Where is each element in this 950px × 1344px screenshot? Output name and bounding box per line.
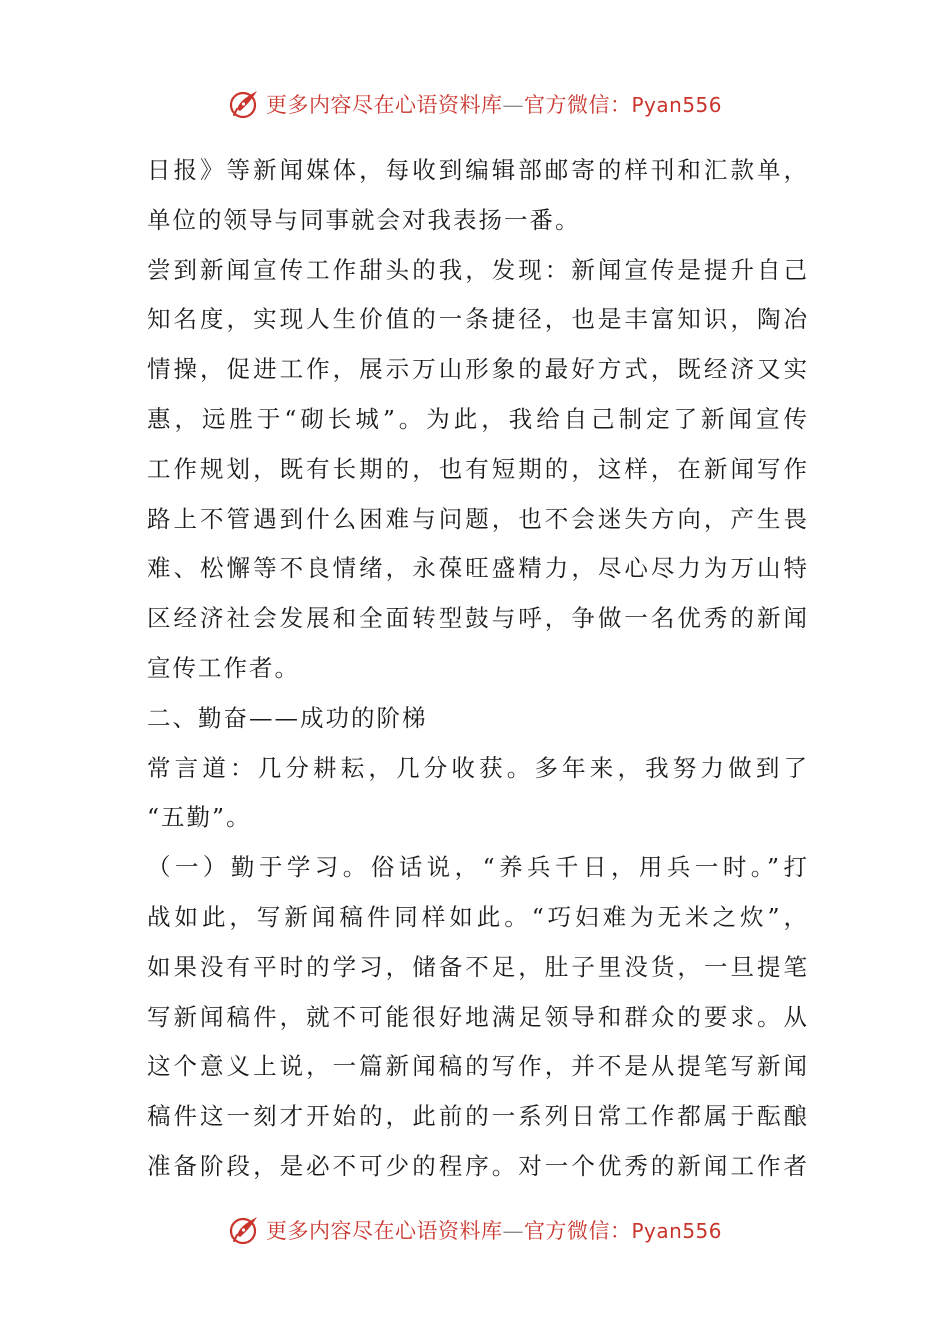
contact-id: Pyan556	[631, 1219, 722, 1243]
site-name: 更多内容尽在心语资料库	[265, 1219, 503, 1243]
text-line: 二、勤奋——成功的阶梯	[147, 703, 428, 732]
watermark-text	[266, 1215, 722, 1245]
document-body	[147, 146, 807, 1192]
text-line: 宣传工作者。	[147, 653, 300, 682]
text-line: 单位的领导与同事就会对我表扬一番。	[147, 205, 581, 234]
text-line: 这个意义上说，一篇新闻稿的写作，并不是从提笔写新闻	[147, 1052, 807, 1081]
text-line: “五勤”。	[147, 803, 252, 832]
text-line: 战如此，写新闻稿件同样如此。“巧妇难为无米之炊”，	[147, 902, 807, 931]
text-line: 写新闻稿件，就不可能很好地满足领导和群众的要求。从	[147, 1002, 807, 1031]
text-line: 工作规划，既有长期的，也有短期的，这样，在新闻写作	[147, 454, 807, 483]
contact-id: Pyan556	[631, 93, 722, 117]
separator: —	[502, 93, 524, 117]
text-line: 区经济社会发展和全面转型鼓与呼，争做一名优秀的新闻	[147, 604, 807, 633]
watermark-text	[266, 89, 722, 119]
pen-nib-icon	[228, 87, 262, 121]
text-line: 尝到新闻宣传工作甜头的我，发现：新闻宣传是提升自己	[147, 255, 807, 284]
pen-nib-icon	[228, 1213, 262, 1247]
text-line: 稿件这一刻才开始的，此前的一系列日常工作都属于酝酿	[147, 1102, 807, 1131]
separator: —	[502, 1219, 524, 1243]
text-line: 常言道：几分耕耘，几分收获。多年来，我努力做到了	[147, 753, 807, 782]
text-line: 惠，远胜于“砌长城”。为此，我给自己制定了新闻宣传	[147, 404, 807, 433]
text-line: 情操，促进工作，展示万山形象的最好方式，既经济又实	[147, 355, 807, 384]
text-line: 准备阶段，是必不可少的程序。对一个优秀的新闻工作者	[147, 1151, 807, 1180]
header-watermark-banner	[0, 84, 950, 124]
text-line: 难、松懈等不良情绪，永葆旺盛精力，尽心尽力为万山特	[147, 554, 807, 583]
contact-label: 官方微信：	[523, 93, 632, 117]
text-line: （一）勤于学习。俗话说，“养兵千日，用兵一时。”打	[147, 853, 807, 882]
text-line: 知名度，实现人生价值的一条捷径，也是丰富知识，陶冶	[147, 305, 807, 334]
footer-watermark-banner	[0, 1210, 950, 1250]
contact-label: 官方微信：	[523, 1219, 632, 1243]
text-line: 日报》等新闻媒体，每收到编辑部邮寄的样刊和汇款单，	[147, 156, 807, 184]
site-name: 更多内容尽在心语资料库	[265, 93, 503, 117]
text-line: 路上不管遇到什么困难与问题，也不会迷失方向，产生畏	[147, 504, 807, 533]
text-line: 如果没有平时的学习，储备不足，肚子里没货，一旦提笔	[147, 952, 807, 981]
